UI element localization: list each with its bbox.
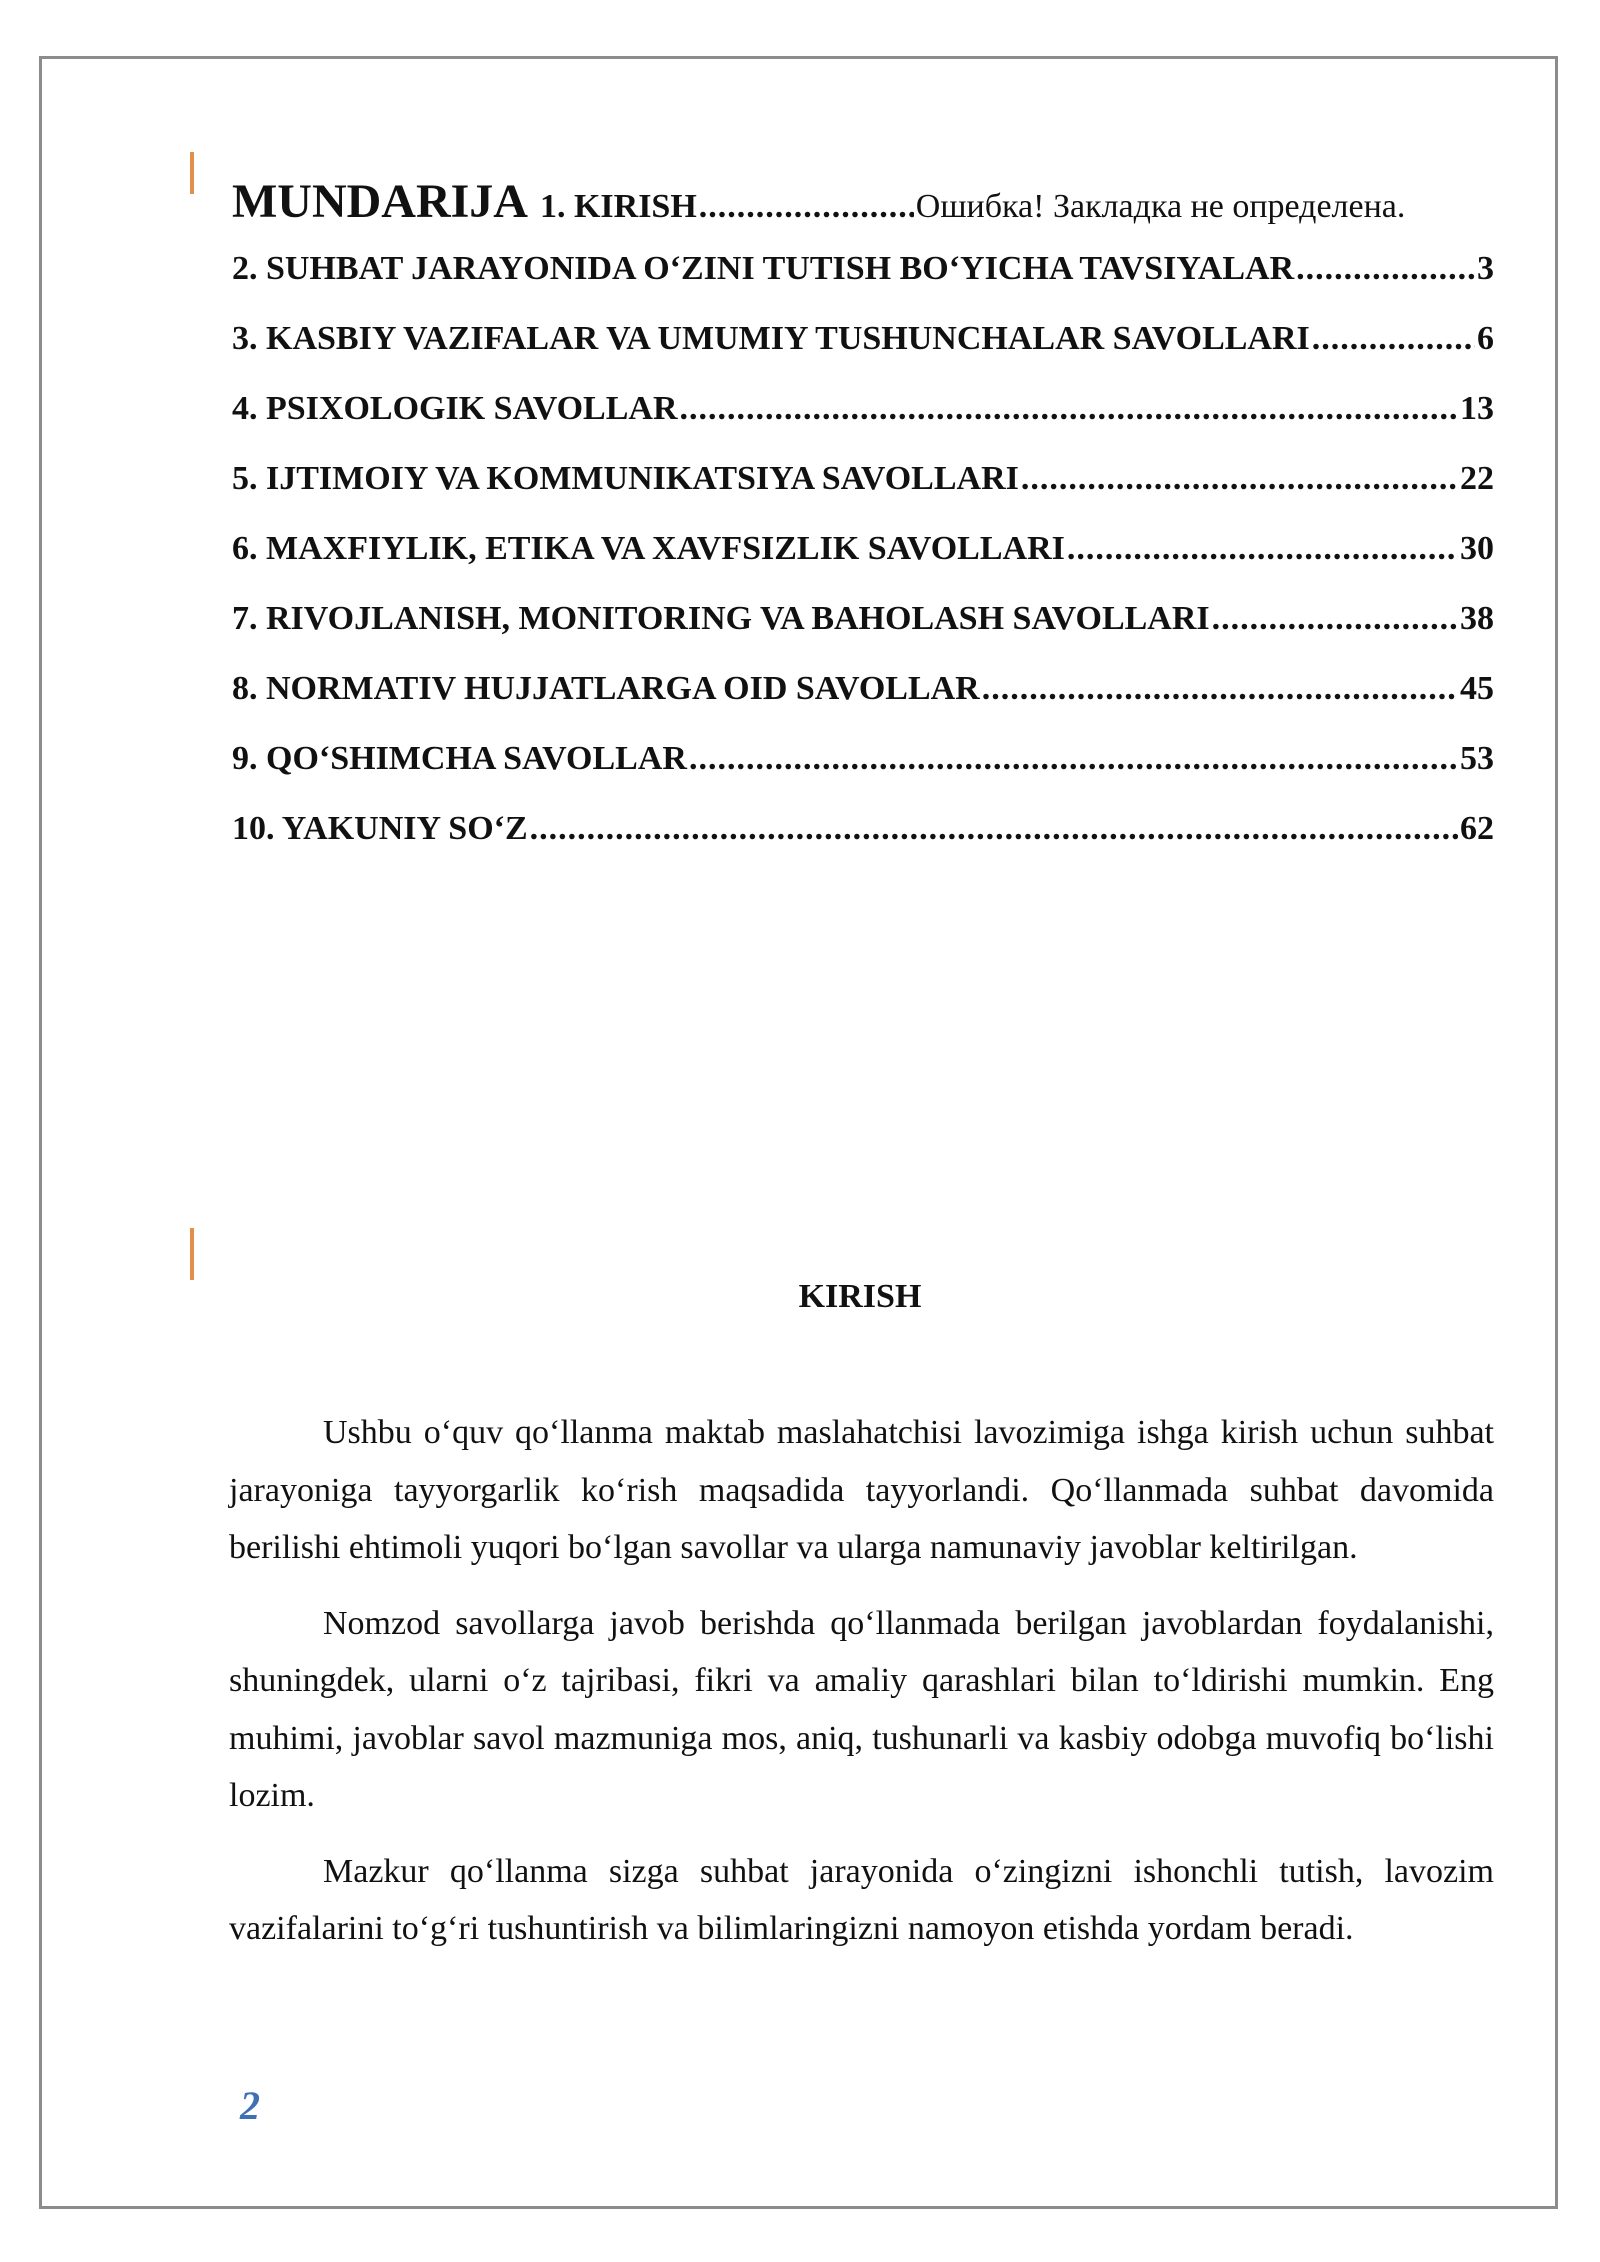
toc-leader-dots	[1021, 460, 1458, 498]
toc-leader-dots	[1212, 600, 1458, 638]
toc-leader-dots	[530, 810, 1458, 848]
toc-entry-title: 9. QO‘SHIMCHA SAVOLLAR	[232, 740, 687, 777]
page-number: 2	[240, 2083, 260, 2128]
section-body	[229, 1404, 1494, 1976]
table-of-contents	[232, 174, 1494, 880]
paragraph: Ushbu o‘quv qo‘llanma maktab maslahatchisi lavozimiga ishga kirish uchun suhbat jarayoniga tayyorgarlik ko‘rish maqsadida tayyorlandi. Qo‘llanmada suhbat davomida berilishi ehtimoli yuqori bo‘lgan savollar va ularga namunaviy javoblar keltirilgan.	[229, 1414, 1494, 1566]
toc-entry[interactable]	[232, 530, 1494, 600]
toc-entry-title: 7. RIVOJLANISH, MONITORING VA BAHOLASH SAVOLLARI	[232, 600, 1210, 637]
toc-entry-page: 13	[1460, 390, 1494, 427]
toc-leader-dots	[1296, 250, 1475, 288]
toc-entry[interactable]	[232, 320, 1494, 390]
toc-entry-page: 30	[1460, 530, 1494, 567]
section-title: KIRISH	[798, 1278, 922, 1315]
toc-entry-title: 4. PSIXOLOGIK SAVOLLAR	[232, 390, 678, 427]
toc-entry-title: 1. KIRISH	[539, 188, 697, 225]
toc-entry-title: 5. IJTIMOIY VA KOMMUNIKATSIYA SAVOLLARI	[232, 460, 1019, 497]
toc-leader-dots	[1312, 320, 1475, 358]
paragraph: Mazkur qo‘llanma sizga suhbat jarayonida o‘zingizni ishonchli tutish, lavozim vazifalarini to‘g‘ri tushuntirish va bilimlaringizni namoyon etishda yordam beradi.	[229, 1852, 1494, 1947]
section-margin-marker	[190, 1228, 194, 1280]
toc-entry-title: 10. YAKUNIY SO‘Z	[232, 810, 528, 847]
toc-entry[interactable]	[232, 810, 1494, 880]
toc-entry-page: 45	[1460, 670, 1494, 707]
toc-margin-marker	[190, 152, 194, 194]
toc-entry[interactable]	[232, 174, 1494, 250]
toc-entry-title: 2. SUHBAT JARAYONIDA O‘ZINI TUTISH BO‘YICHA TAVSIYALAR	[232, 250, 1295, 287]
toc-entry-page: 6	[1477, 320, 1494, 357]
toc-leader-dots	[982, 670, 1458, 708]
toc-entries	[232, 250, 1494, 880]
toc-entry-page: 22	[1460, 460, 1494, 497]
toc-leader-dots	[689, 740, 1458, 778]
toc-entry[interactable]	[232, 460, 1494, 530]
toc-entry[interactable]	[232, 250, 1494, 320]
toc-entry[interactable]	[232, 600, 1494, 670]
toc-entry-title: 3. KASBIY VAZIFALAR VA UMUMIY TUSHUNCHALAR SAVOLLARI	[232, 320, 1310, 357]
toc-leader-dots	[699, 188, 914, 226]
toc-leader-dots	[680, 390, 1458, 428]
toc-entry-page: 3	[1477, 250, 1494, 287]
toc-leader-dots	[1067, 530, 1458, 568]
toc-bookmark-error: Ошибка! Закладка не определена.	[915, 188, 1406, 225]
paragraph: Nomzod savollarga javob berishda qo‘llanmada berilgan javoblardan foydalanishi, shuningdek, ularni o‘z tajribasi, fikri va amaliy qarashlari bilan to‘ldirishi mumkin. Eng muhimi, javoblar savol mazmuniga mos, aniq, tushunarli va kasbiy odobga muvofiq bo‘lishi lozim.	[229, 1604, 1494, 1814]
toc-heading: MUNDARIJA	[232, 175, 528, 228]
toc-entry[interactable]	[232, 740, 1494, 810]
toc-entry-page: 62	[1460, 810, 1494, 847]
toc-entry[interactable]	[232, 670, 1494, 740]
toc-entry-page: 53	[1460, 740, 1494, 777]
toc-entry[interactable]	[232, 390, 1494, 460]
toc-entry-title: 6. MAXFIYLIK, ETIKA VA XAVFSIZLIK SAVOLLARI	[232, 530, 1065, 567]
toc-entry-title: 8. NORMATIV HUJJATLARGA OID SAVOLLAR	[232, 670, 980, 707]
toc-entry-page: 38	[1460, 600, 1494, 637]
